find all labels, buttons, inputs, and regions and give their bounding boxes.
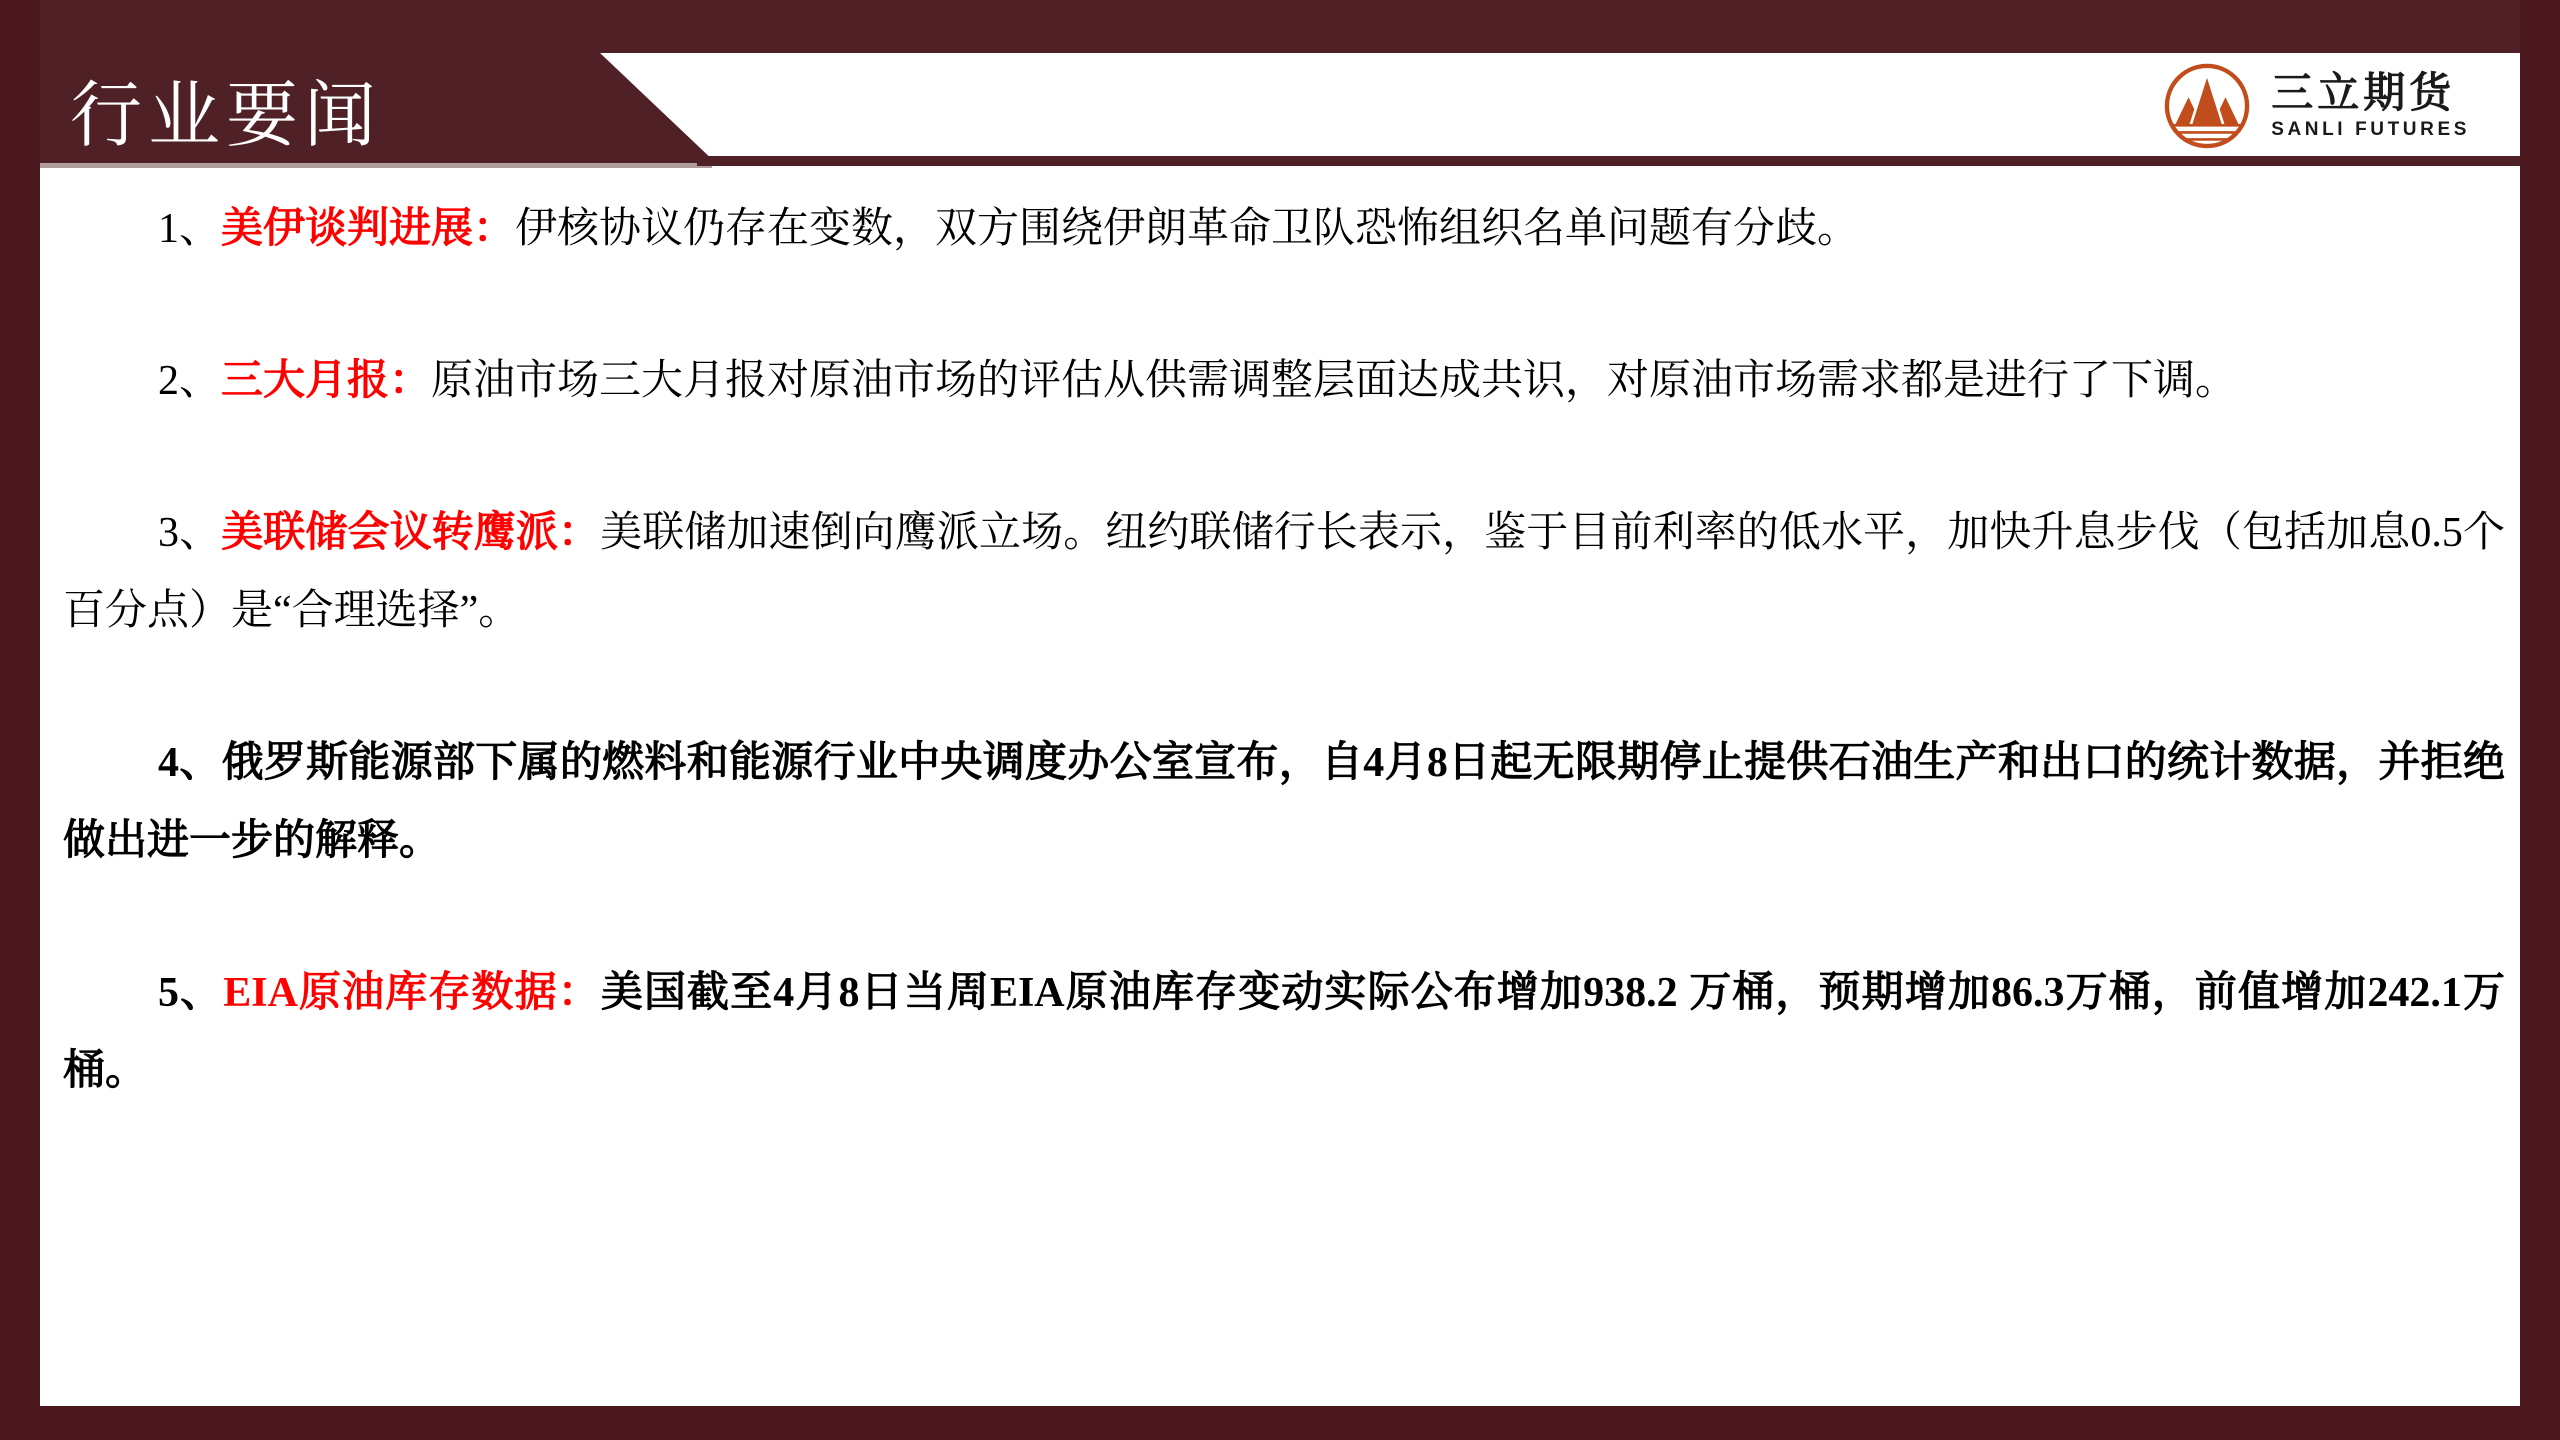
news-item-number: 4、 (158, 740, 222, 786)
news-item-number: 1、 (158, 206, 222, 252)
news-item (63, 724, 2505, 880)
news-item-text: 俄罗斯能源部下属的燃料和能源行业中央调度办公室宣布，自4月8日起无限期停止提供石油生产和出口的统计数据，并拒绝做出进一步的解释。 (63, 740, 2505, 864)
news-item-number: 2、 (158, 358, 222, 404)
header-underline-rule (697, 156, 2520, 166)
news-item-number: 3、 (158, 510, 222, 556)
sanli-mountain-circle-icon (2163, 62, 2251, 150)
news-item-number: 5、 (158, 970, 224, 1016)
header-band (0, 0, 2560, 166)
news-item-text: 原油市场三大月报对原油市场的评估从供需调整层面达成共识，对原油市场需求都是进行了下调。 (431, 358, 2238, 404)
news-list (63, 166, 2505, 1184)
news-item (63, 342, 2505, 420)
news-item-text: 伊核协议仍存在变数，双方围绕伊朗革命卫队恐怖组织名单问题有分歧。 (515, 206, 1860, 252)
logo-name-cn: 三立期货 (2271, 69, 2456, 116)
logo-name-en: SANLI FUTURES (2271, 119, 2470, 140)
page-title: 行业要闻 (70, 75, 383, 156)
news-item (63, 954, 2505, 1110)
news-item-text: 美国截至4月8日当周EIA原油库存变动实际公布增加938.2 万桶，预期增加86.3万桶，前值增加242.1万桶。 (63, 970, 2505, 1094)
news-item-lead: 美联储会议转鹰派： (221, 510, 601, 556)
news-item-lead: 三大月报： (221, 358, 432, 404)
news-item (63, 190, 2505, 268)
company-logo (2163, 58, 2470, 154)
news-item (63, 494, 2505, 650)
bottom-border (0, 1406, 2560, 1440)
right-border (2520, 0, 2560, 1440)
news-item-lead: EIA原油库存数据： (223, 970, 601, 1016)
left-border (0, 0, 40, 1440)
logo-text (2271, 70, 2470, 142)
news-item-lead: 美伊谈判进展： (221, 206, 516, 252)
news-item-text: 美联储加速倒向鹰派立场。纽约联储行长表示，鉴于目前利率的低水平，加快升息步伐（包括加息0.5个百分点）是“合理选择”。 (63, 510, 2505, 634)
